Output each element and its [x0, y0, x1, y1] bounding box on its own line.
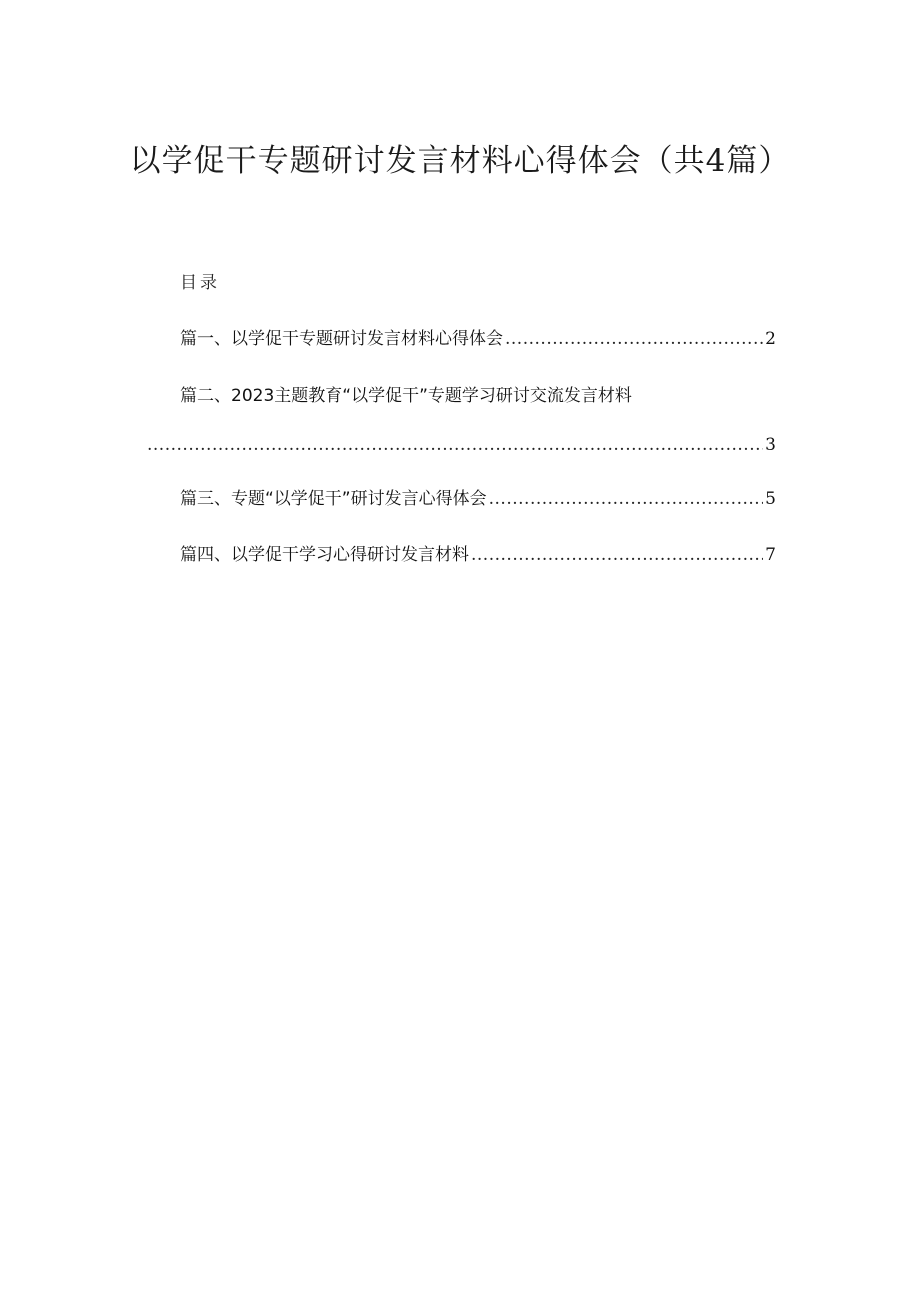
toc-page-number: 5 — [765, 489, 776, 509]
toc-dot-leader — [147, 433, 763, 457]
toc-page-number: 7 — [765, 545, 776, 565]
toc-entry-2[interactable] — [145, 433, 776, 457]
toc-entry-2-label[interactable]: 篇二、2023主题教育“以学促干”专题学习研讨交流发言材料 — [180, 386, 632, 406]
toc-entry-label: 篇四、以学促干学习心得研讨发言材料 — [180, 545, 469, 565]
toc-page-number: 3 — [765, 435, 776, 455]
toc-entry-3[interactable] — [180, 487, 776, 511]
toc-entry-1[interactable] — [180, 327, 776, 351]
document-title: 以学促干专题研讨发言材料心得体会（共4篇） — [129, 143, 791, 179]
toc-entry-label: 篇一、以学促干专题研讨发言材料心得体会 — [180, 329, 503, 349]
toc-dot-leader — [505, 327, 763, 351]
toc-entry-4[interactable] — [180, 543, 776, 567]
toc-heading: 目录 — [180, 273, 220, 293]
toc-dot-leader — [471, 543, 763, 567]
toc-dot-leader — [489, 487, 764, 511]
toc-entry-label: 篇三、专题“以学促干”研讨发言心得体会 — [180, 489, 487, 509]
toc-page-number: 2 — [765, 329, 776, 349]
